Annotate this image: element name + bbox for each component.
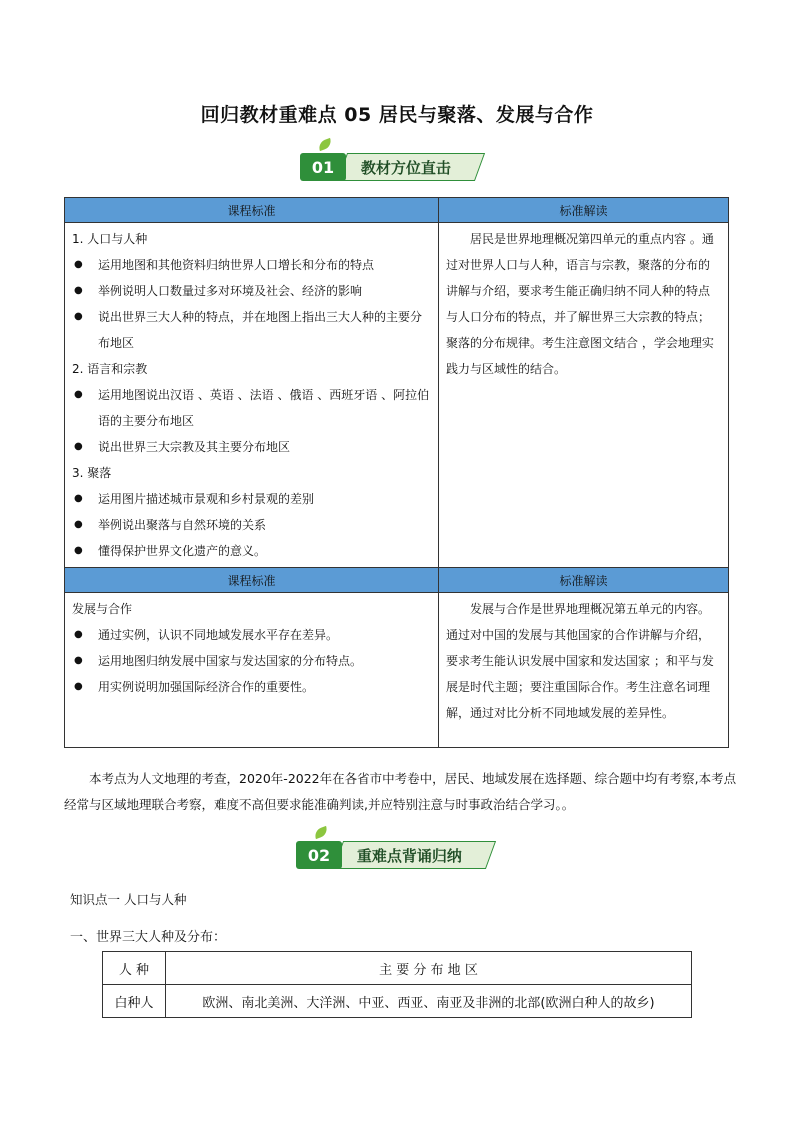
- summary-paragraph: 本考点为人文地理的考查，2020年-2022年在各省市中考卷中，居民、地域发展在选择题、综合题中均有考察,本考点经常与区域地理联合考察，难度不高但要求能准确判读,并应特别注意与时事政治结合学习。。: [64, 771, 737, 812]
- list-item: ● 用实例说明加强国际经济合作的重要性。: [72, 674, 431, 700]
- list-item: ● 运用地图说出汉语 、英语 、法语 、俄语 、西班牙语 、阿拉伯语的主要分布地区: [72, 382, 431, 434]
- header-interpretation: 标准解读: [439, 198, 729, 223]
- banner-label: 教材方位直击: [361, 158, 452, 177]
- list-item: ● 举例说出聚落与自然环境的关系: [72, 512, 431, 538]
- section-banner-02: [296, 838, 491, 872]
- curriculum-table: [64, 197, 729, 748]
- list-item: ● 通过实例，认识不同地域发展水平存在差异。: [72, 622, 431, 648]
- section-title: 3. 聚落: [72, 466, 112, 480]
- list-item: ● 举例说明人口数量过多对环境及社会、经济的影响: [72, 278, 431, 304]
- banner-label-box: [337, 153, 485, 181]
- list-item: ● 运用地图和其他资料归纳世界人口增长和分布的特点: [72, 252, 431, 278]
- header-curriculum: 课程标准: [65, 198, 439, 223]
- curriculum-cell-1: [65, 223, 439, 568]
- page-title: 回归教材重难点 05 居民与聚落、发展与合作: [200, 104, 594, 126]
- race-header: 人 种: [103, 952, 166, 985]
- banner-number: 02: [296, 841, 342, 869]
- banner-label-box: [333, 841, 496, 869]
- subheading: 一、世界三大人种及分布：: [70, 930, 227, 945]
- list-item: ● 运用图片描述城市景观和乡村景观的差别: [72, 486, 431, 512]
- knowledge-point-heading: 知识点一 人口与人种: [70, 892, 187, 907]
- section-title: 1. 人口与人种: [72, 232, 148, 246]
- interpretation-text: 居民是世界地理概况第四单元的重点内容 。通过对世界人口与人种，语言与宗教，聚落的分布的讲解与介绍，要求考生能正确归纳不同人种的特点与人口分布的特点，并了解世界三大宗教的特点；聚落的分布规律。考生注意图文结合 ，学会地理实践力与区域性的结合。: [446, 232, 714, 376]
- race-cell: 白种人: [103, 985, 166, 1018]
- list-item: ● 懂得保护世界文化遗产的意义。: [72, 538, 431, 564]
- section-title: 2. 语言和宗教: [72, 362, 148, 376]
- curriculum-cell-2: [65, 593, 439, 748]
- banner-number: 01: [300, 153, 346, 181]
- leaf-icon: [313, 826, 329, 839]
- interpretation-text: 发展与合作是世界地理概况第五单元的内容。通过对中国的发展与其他国家的合作讲解与介绍，要求考生能认识发展中国家和发达国家 ；和平与发展是时代主题；要注重国际合作。考生注意名词理解，通过对比分析不同地域发展的差异性。: [446, 602, 714, 720]
- header-interpretation-2: 标准解读: [439, 568, 729, 593]
- list-item: ● 运用地图归纳发展中国家与发达国家的分布特点。: [72, 648, 431, 674]
- region-header: 主 要 分 布 地 区: [166, 952, 692, 985]
- banner-label: 重难点背诵归纳: [357, 846, 463, 865]
- interpretation-cell-1: [439, 223, 729, 568]
- race-distribution-table: [102, 951, 692, 1018]
- header-curriculum-2: 课程标准: [65, 568, 439, 593]
- list-item: ● 说出世界三大人种的特点，并在地图上指出三大人种的主要分布地区: [72, 304, 431, 356]
- leaf-icon: [317, 138, 333, 151]
- list-item: ● 说出世界三大宗教及其主要分布地区: [72, 434, 431, 460]
- section-banner-01: [300, 150, 480, 184]
- region-cell: 欧洲、南北美洲、大洋洲、中亚、西亚、南亚及非洲的北部(欧洲白种人的故乡): [166, 985, 692, 1018]
- interpretation-cell-2: [439, 593, 729, 748]
- section-title: 发展与合作: [72, 602, 133, 616]
